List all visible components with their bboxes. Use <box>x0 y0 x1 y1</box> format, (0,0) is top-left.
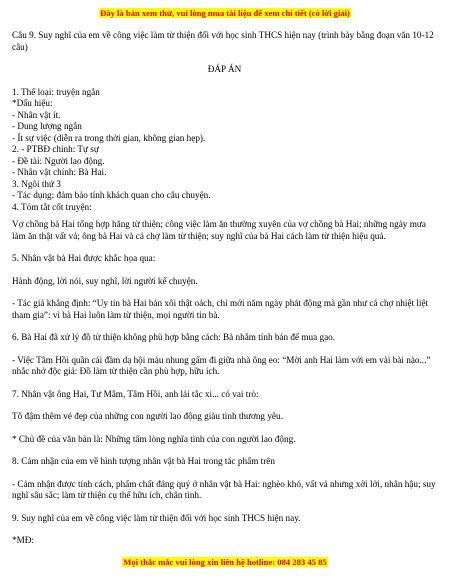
answer-line: - Đề tài: Người lao động. <box>12 155 105 166</box>
section-7-title: 7. Nhân vật ông Hai, Tư Mắm, Tâm Hồi, anh lái tắc xi... có vai trò: <box>12 388 259 399</box>
answer-heading: ĐÁP ÁN <box>207 64 242 74</box>
answer-line: - Tác dụng: đảm bảo tính khách quan cho câu chuyện. <box>12 190 211 200</box>
answer-line: 2. - PTBĐ chính: Tự sự <box>12 144 99 154</box>
answer-line: 1. Thể loại: truyện ngắn <box>12 86 100 97</box>
answer-line: *Dấu hiệu: <box>12 98 53 108</box>
hotline-banner <box>0 557 450 567</box>
answer-line: - Dung lượng ngắn <box>12 121 82 131</box>
preview-banner-text: Đây là bản xem thử, vui lòng mua tài liệu để xem chi tiết (có lời giải) <box>100 8 350 18</box>
preview-banner <box>0 8 450 18</box>
section-9-title: 9. Suy nghĩ của em về công việc làm từ thiện đối với học sinh THCS hiện nay. <box>12 512 301 523</box>
section-5-author: - Tác giả khẳng định: “Uy tín bà Hai bán xôi thật oách, chỉ mới năm ngày phát động mà gần như cả chợ nhiệt liệt tham gia”: vì bà Hai luôn làm từ thiện, mọi người tin bà. <box>12 298 429 320</box>
section-5-title: 5. Nhân vật bà Hai được khắc họa qua: <box>12 253 156 263</box>
section-7-body: Tô đậm thêm vẻ đẹp của những con người lao động giàu tình thương yêu. <box>12 411 283 421</box>
section-5-body: Hành động, lời nói, suy nghĩ, lời người kể chuyện. <box>12 275 198 286</box>
question-text: Câu 9. Suy nghĩ của em về công việc làm từ thiện đối với học sinh THCS hiện nay (trình bày bằng đoạn văn 10-12 câu) <box>12 30 434 52</box>
section-6-title: 6. Bà Hai đã xử lý đồ từ thiện không phù hợp bằng cách: Bà nhắm tính bán để mua gạo. <box>12 332 336 342</box>
answer-line: 3. Ngôi thứ 3 <box>12 178 61 189</box>
hotline-banner-text: Mọi thắc mắc vui lòng xin liên hệ hotline: 084 283 45 85 <box>123 557 327 567</box>
section-7-theme: * Chủ đề của văn bản là: Những tấm lòng nghĩa tình của con người lao động. <box>12 433 296 444</box>
section-8-body: - Cảm nhận được tính cách, phẩm chất đáng quý ở nhân vật bà Hai: nghèo khó, vất vả nhưng xởi lởi, nhân hậu; suy nghĩ sâu sắc; làm từ thiện cụ thể hữu ích, chân tình. <box>12 478 436 500</box>
answer-line: - Ít sự việc (diễn ra trong thời gian, không gian hẹp). <box>12 132 206 143</box>
document-body <box>12 30 437 547</box>
section-6-body: - Việc Tâm Hồi quần cái đầm dạ hội màu nhung gấm đi giữa nhà ông eo: “Mời anh Hai làm với em vài bài nào...” nhắc nhở độc giả: Đồ làm từ thiện cần phù hợp, hữu ích. <box>12 354 431 376</box>
answer-line: - Nhân vật ít. <box>12 109 61 120</box>
answer-line: 4. Tóm tắt cốt truyện: <box>12 201 92 212</box>
section-8-title: 8. Cảm nhận của em về hình tượng nhân vật bà Hai trong tác phẩm trên <box>12 456 275 466</box>
summary-paragraph: Vợ chồng bà Hai tổng hợp hăng từ thiện; công việc làm ăn thường xuyên của vợ chồng bà Hai; những ngày mưa làm ăn thật vất vả; ông bà Hai và cả chợ làm từ thiện; suy nghĩ của bà Hai cách làm từ thiện hiệu quả. <box>12 219 426 241</box>
section-9-md: *MĐ: <box>12 535 34 545</box>
answer-line: - Nhân vật chính: Bà Hai. <box>12 167 107 177</box>
